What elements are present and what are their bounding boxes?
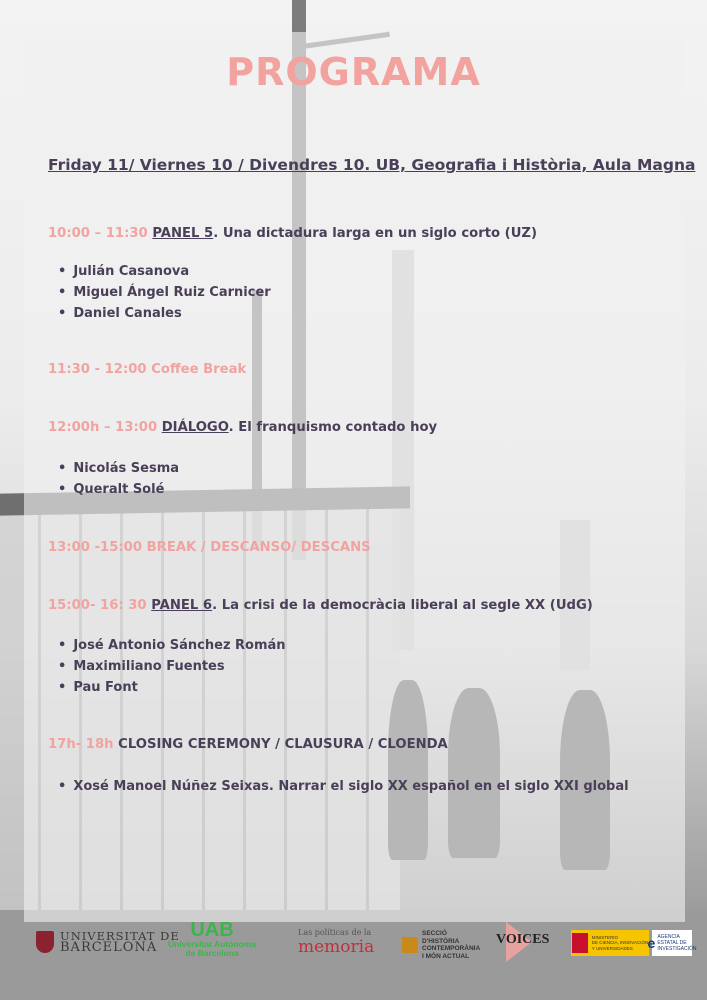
aei-logo-line: AGENCIA — [657, 934, 680, 940]
uab-logo-line: de Barcelona — [185, 948, 239, 958]
slot-time: 17h- 18h — [48, 737, 114, 752]
slot-dialogo — [48, 420, 437, 435]
speaker-list — [58, 777, 629, 798]
seccio-logo — [402, 930, 480, 960]
memoria-logo — [298, 928, 374, 957]
lunch-break: 13:00 -15:00 BREAK / DESCANSO/ DESCANS — [48, 540, 371, 555]
ub-shield-icon — [36, 931, 54, 953]
slot-title: . El franquismo contado hoy — [228, 420, 438, 435]
list-item: • José Antonio Sánchez Román — [58, 636, 286, 657]
seccio-icon — [402, 937, 418, 953]
coffee-break: 11:30 - 12:00 Coffee Break — [48, 362, 247, 377]
voices-logo — [496, 932, 549, 948]
seccio-logo-line: SECCIÓ — [422, 930, 447, 937]
slot-panel-6 — [48, 598, 593, 613]
slot-label: PANEL 6 — [151, 598, 213, 613]
memoria-logo-line: Las políticas de la — [298, 928, 372, 937]
memoria-logo-mark: memoria — [298, 937, 375, 957]
seccio-logo-line: I MÓN ACTUAL — [422, 952, 470, 960]
uab-logo — [168, 920, 256, 958]
seccio-logo-line: D'HISTÒRIA — [422, 937, 460, 945]
slot-title: CLOSING CEREMONY / CLAUSURA / CLOENDA — [118, 737, 448, 752]
ub-logo — [36, 930, 180, 954]
slot-time: 15:00- 16: 30 — [48, 598, 147, 613]
seccio-logo-line: CONTEMPORÀNIA — [422, 945, 481, 952]
ministerio-logo-line: MINISTERIO — [591, 934, 619, 940]
slot-panel-5 — [48, 226, 537, 241]
list-item: • Maximiliano Fuentes — [58, 657, 286, 678]
list-item: • Nicolás Sesma — [58, 459, 179, 480]
list-item: • Queralt Solé — [58, 480, 179, 501]
ministerio-logo-line: Y UNIVERSIDADES — [591, 945, 633, 951]
slot-closing — [48, 737, 448, 752]
uab-logo-line: Universitat Autònoma — [168, 939, 257, 949]
day-heading: Friday 11/ Viernes 10 / Divendres 10. UB, Geografia i Història, Aula Magna — [48, 156, 696, 174]
aei-logo — [647, 930, 697, 956]
list-item: • Daniel Canales — [58, 304, 271, 325]
spain-crest-icon — [572, 933, 588, 953]
speaker-list — [58, 459, 179, 501]
slot-title: . La crisi de la democràcia liberal al segle XX (UdG) — [212, 598, 593, 613]
speaker-list — [58, 262, 271, 324]
ub-logo-line: BARCELONA — [60, 940, 158, 955]
sponsor-logos — [0, 916, 707, 976]
ministerio-logo — [571, 930, 649, 956]
list-item: • Julián Casanova — [58, 262, 271, 283]
aei-logo-line: ESTATAL DE — [657, 940, 687, 946]
slot-time: 10:00 – 11:30 — [48, 226, 148, 241]
ministerio-logo-line: DE CIENCIA, INNOVACIÓN — [591, 940, 649, 946]
list-item: • Miguel Ángel Ruiz Carnicer — [58, 283, 271, 304]
speaker-list — [58, 636, 286, 698]
aei-mark-icon: e — [647, 935, 656, 951]
page-title: PROGRAMA — [226, 50, 481, 94]
slot-label: DIÁLOGO — [161, 420, 229, 435]
aei-logo-line: INVESTIGACIÓN — [657, 946, 697, 952]
slot-title: . Una dictadura larga en un siglo corto (UZ) — [213, 226, 537, 241]
uab-logo-mark: UAB — [190, 919, 234, 941]
list-item: • Pau Font — [58, 678, 286, 699]
ub-logo-line: UNIVERSITAT DE — [60, 929, 180, 943]
voices-logo-mark: VOICES — [496, 932, 550, 947]
list-item: • Xosé Manoel Núñez Seixas. Narrar el siglo XX español en el siglo XXI global — [58, 777, 629, 798]
slot-label: PANEL 5 — [152, 226, 214, 241]
slot-time: 12:00h – 13:00 — [48, 420, 158, 435]
